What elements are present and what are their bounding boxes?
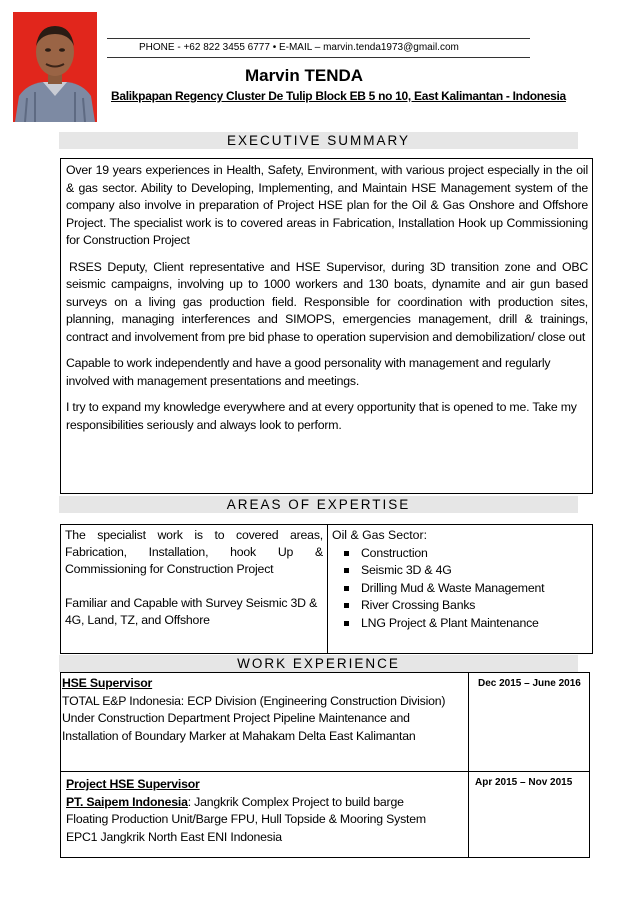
job-entry — [60, 672, 469, 772]
job-description-line: Floating Production Unit/Barge FPU, Hull Topside & Mooring System — [66, 812, 426, 826]
expertise-right-box — [327, 524, 593, 654]
header-bottom-rule — [107, 57, 530, 58]
summary-paragraph: RSES Deputy, Client representative and HSE Supervisor, during 3D transition zone and OBC seismic campaigns, involving up to 1000 workers and 130 boats, dynamite and air gun based surveys on a living gas production field. Responsible for coordination with production sites, planning, managing interferences and SIMOPS, emergencies management, drill & trainings, contract and involvement from pre bid phase to operation supervision and demobilization/ close out — [66, 259, 588, 344]
section-title-expertise: AREAS OF EXPERTISE — [59, 496, 578, 513]
expertise-left-box — [60, 524, 328, 654]
expertise-list-item: LNG Project & Plant Maintenance — [344, 615, 588, 633]
job-date-cell — [468, 771, 590, 858]
expertise-list-item: River Crossing Banks — [344, 597, 588, 615]
header-top-rule — [107, 38, 530, 39]
job-title: Project HSE Supervisor — [66, 777, 200, 791]
expertise-list — [332, 545, 588, 633]
expertise-list-item: Construction — [344, 545, 588, 563]
job-company-line — [66, 794, 466, 812]
job-entry — [60, 771, 469, 858]
expertise-list-item: Seismic 3D & 4G — [344, 562, 588, 580]
job-company-rest: : Jangkrik Complex Project to build barge — [187, 794, 404, 809]
expertise-sector-heading: Oil & Gas Sector: — [332, 528, 427, 542]
expertise-list-item: Drilling Mud & Waste Management — [344, 580, 588, 598]
job-date-cell — [468, 672, 590, 772]
section-title-summary: EXECUTIVE SUMMARY — [59, 132, 578, 149]
summary-box — [60, 158, 593, 494]
job-title: HSE Supervisor — [62, 676, 153, 690]
expertise-paragraph: The specialist work is to covered areas, Fabrication, Installation, hook Up & Commissioning for Construction Project — [65, 528, 323, 576]
summary-paragraph: I try to expand my knowledge everywhere and at every opportunity that is opened to me. Take my responsibilities seriously and always look to perform. — [66, 400, 577, 432]
job-dates: Apr 2015 – Nov 2015 — [475, 777, 573, 788]
summary-paragraph: Capable to work independently and have a good personality with management and regularly involved with management presentations and meetings. — [66, 356, 551, 388]
section-title-work: WORK EXPERIENCE — [59, 655, 578, 672]
contact-line: PHONE - +62 822 3455 6777 • E-MAIL – marvin.tenda1973@gmail.com — [139, 42, 459, 53]
candidate-address: Balikpapan Regency Cluster De Tulip Block EB 5 no 10, East Kalimantan - Indonesia — [111, 89, 566, 103]
job-dates: Dec 2015 – June 2016 — [478, 678, 581, 689]
job-description-line: TOTAL E&P Indonesia: ECP Division (Engineering Construction Division) — [62, 693, 446, 708]
job-description-line: Under Construction Department Project Pipeline Maintenance and — [62, 711, 410, 725]
job-description-line: Installation of Boundary Marker at Mahakam Delta East Kalimantan — [62, 728, 416, 743]
candidate-name: Marvin TENDA — [244, 66, 364, 85]
job-description-line: EPC1 Jangkrik North East ENI Indonesia — [66, 829, 282, 844]
job-company: PT. Saipem Indonesia — [66, 794, 188, 809]
summary-paragraph: Over 19 years experiences in Health, Safety, Environment, with various project especially in the oil & gas sector. Ability to Developing, Implementing, and Maintain HSE Management system of the company also involve in preparation of Project HSE plan for the Oil & Gas Onshore and Offshore Project. The specialist work is to covered areas in Fabrication, Installation Hook up Commissioning for Construction Project — [66, 163, 588, 247]
expertise-paragraph: Familiar and Capable with Survey Seismic 3D & 4G, Land, TZ, and Offshore — [65, 596, 318, 627]
